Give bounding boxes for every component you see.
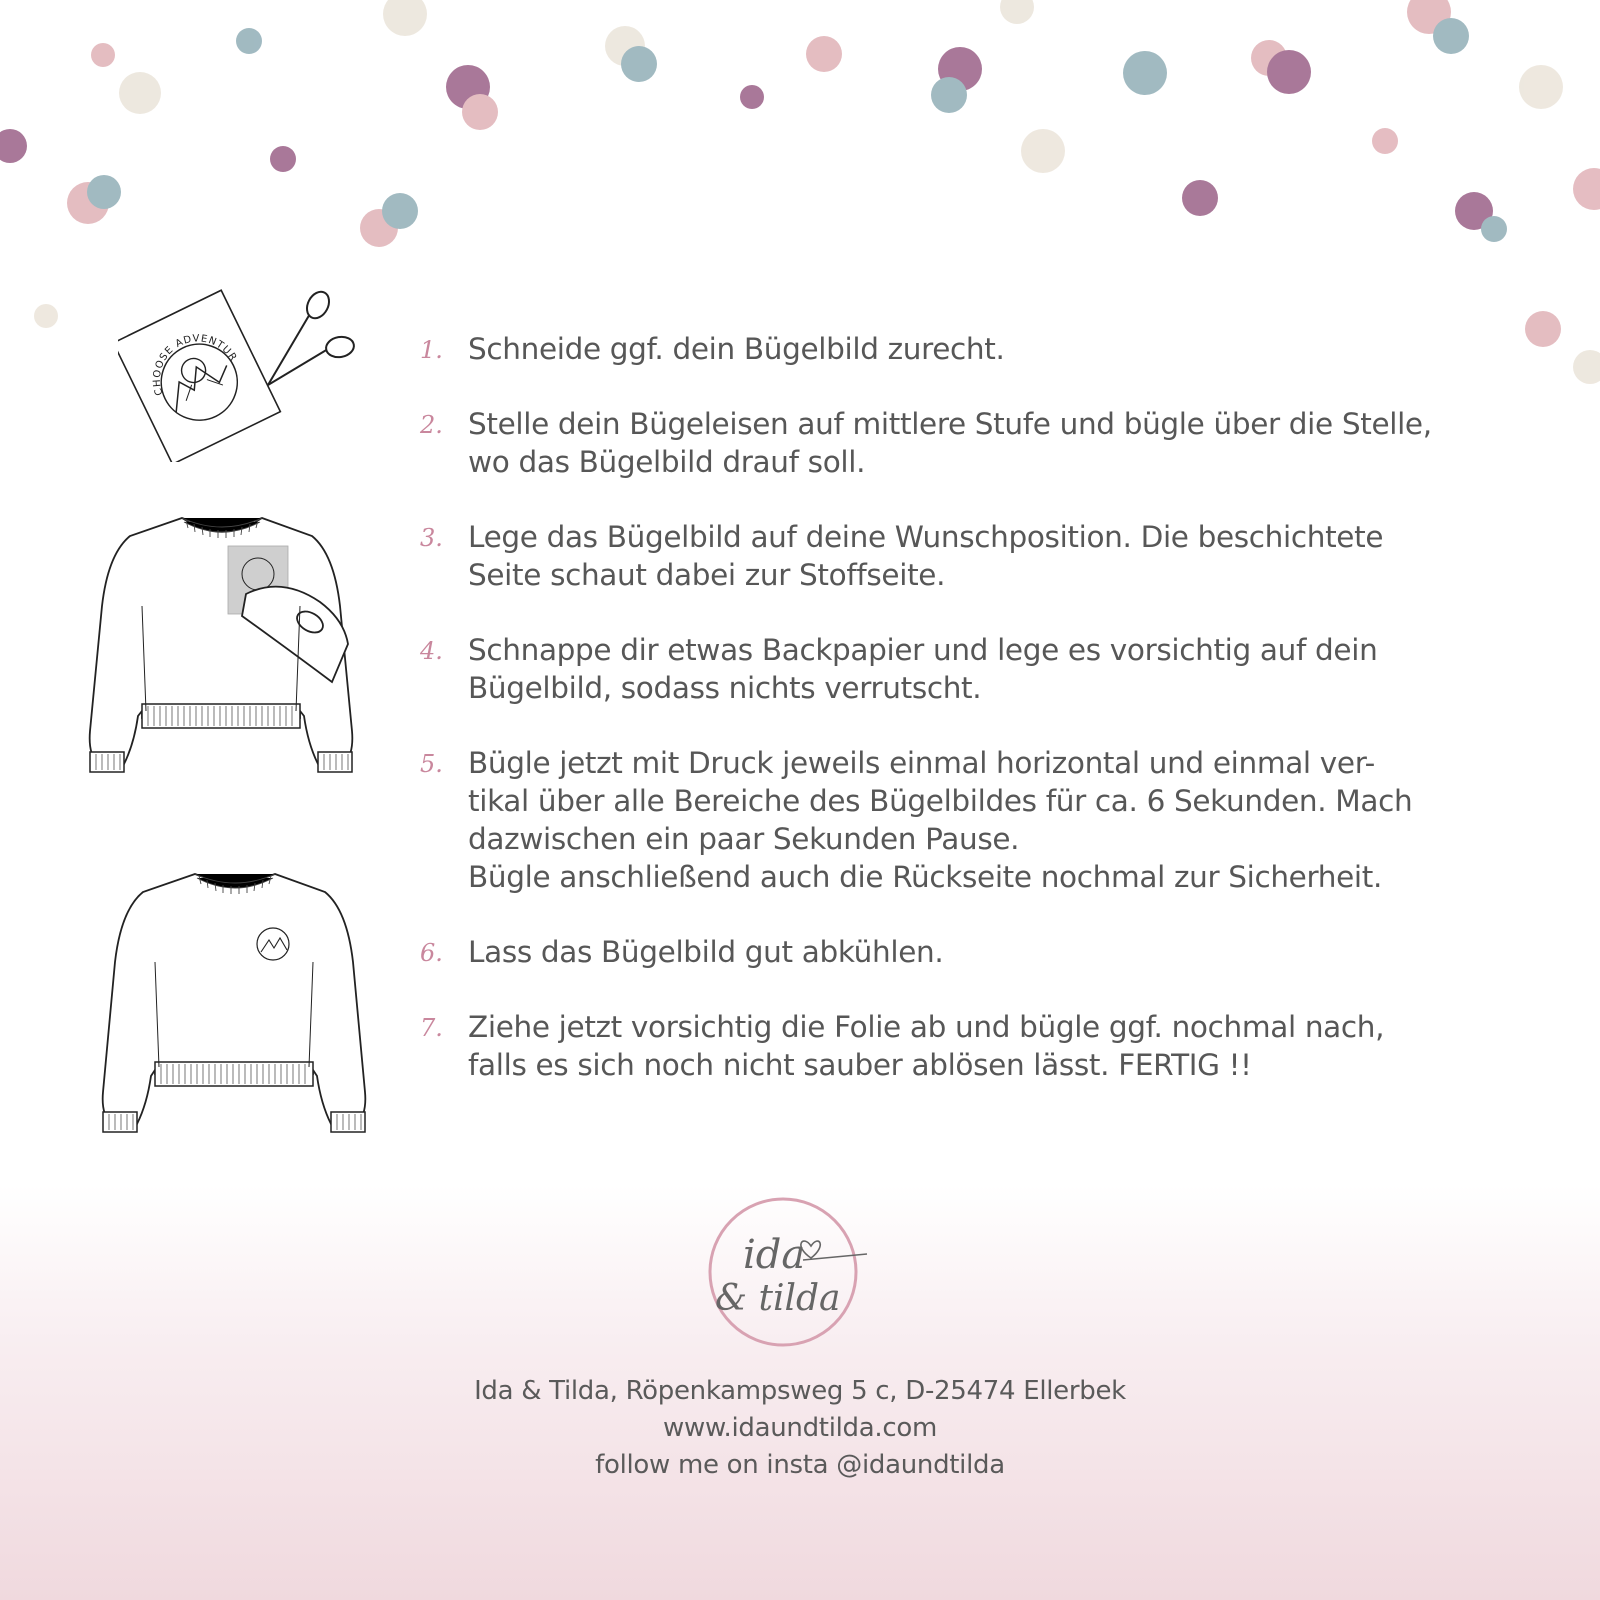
step-number: 7.: [420, 1014, 443, 1042]
step-number: 2.: [420, 411, 443, 439]
step-text: Ziehe jetzt vorsichtig die Folie ab und bügle ggf. nochmal nach, falls es sich noch nicht sauber ablösen lässt. FERTIG !!: [468, 1010, 1385, 1082]
step-number: 3.: [420, 524, 443, 552]
step-item: [420, 1008, 1460, 1084]
step-item: [420, 330, 1460, 368]
step-text: Schneide ggf. dein Bügelbild zurecht.: [468, 332, 1005, 366]
transfer-print-icon: [257, 928, 289, 960]
transfer-label-text: CHOOSE ADVENTURE: [151, 333, 239, 397]
scissors-icon: [268, 288, 356, 385]
step-item: [420, 631, 1460, 707]
footer-instagram: follow me on insta @idaundtilda: [595, 1450, 1005, 1480]
footer-website-link[interactable]: www.idaundtilda.com: [663, 1413, 937, 1443]
step-item: [420, 405, 1460, 481]
footer-address: Ida & Tilda, Röpenkampsweg 5 c, D-25474 Ellerbek: [474, 1376, 1126, 1406]
instruction-steps: [420, 330, 1460, 1084]
cut-transfer-illustration: [118, 287, 368, 462]
finished-sweatshirt-illustration: [95, 862, 375, 1152]
step-text: Stelle dein Bügeleisen auf mittlere Stufe und bügle über die Stelle, wo das Bügelbild drauf soll.: [468, 407, 1432, 479]
step-item: [420, 933, 1460, 971]
sweatshirt-ironing-illustration: [82, 506, 362, 791]
logo-line-1: ida: [743, 1232, 806, 1278]
step-item: [420, 744, 1460, 896]
step-text: Schnappe dir etwas Backpapier und lege es vorsichtig auf dein Bügelbild, sodass nichts verrutscht.: [468, 633, 1378, 705]
step-text: Lege das Bügelbild auf deine Wunschposition. Die beschichtete Seite schaut dabei zur Stoffseite.: [468, 520, 1384, 592]
step-text: Bügle jetzt mit Druck jeweils einmal horizontal und einmal ver- tikal über alle Bereiche des Bügelbildes für ca. 6 Sekunden. Mach dazwischen ein paar Sekunden Pause. Bügle anschließend auch die Rückseite nochmal zur Sicherheit.: [468, 746, 1413, 894]
step-number: 4.: [420, 637, 443, 665]
step-number: 1.: [420, 336, 443, 364]
logo-line-2: & tilda: [715, 1278, 841, 1319]
step-number: 6.: [420, 939, 443, 967]
step-item: [420, 518, 1460, 594]
brand-logo: [707, 1194, 877, 1350]
footer-contact: [0, 1373, 1600, 1484]
step-text: Lass das Bügelbild gut abkühlen.: [468, 935, 944, 969]
step-number: 5.: [420, 750, 443, 778]
